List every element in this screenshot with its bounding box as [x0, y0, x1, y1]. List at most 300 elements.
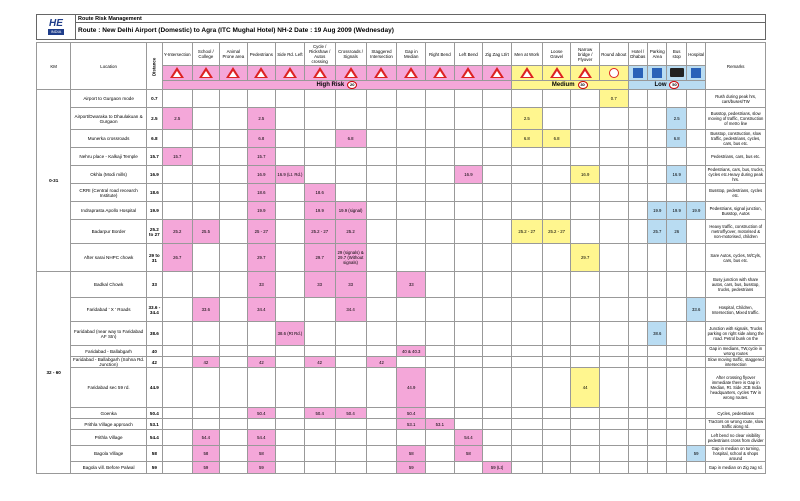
risk-table	[36, 42, 766, 474]
hazard-cell	[192, 202, 219, 220]
hazard-cell: 18.6	[247, 184, 276, 202]
hazard-header: Right Bend	[426, 43, 455, 66]
remarks-cell: Left bend no clear visibility pedestrians cross from divider	[706, 430, 766, 446]
hazard-cell	[454, 298, 483, 322]
high-risk-band-score: 20	[347, 81, 357, 89]
hazard-cell	[542, 419, 571, 430]
hazard-cell	[628, 244, 647, 272]
icon-cell	[686, 66, 705, 81]
hazard-cell: 58	[247, 446, 276, 462]
hazard-cell: 16.9	[247, 166, 276, 184]
hazard-cell: 44.9	[397, 368, 426, 408]
distance-cell: 53.1	[146, 419, 162, 430]
hazard-cell	[511, 90, 542, 108]
km-header: KM	[37, 43, 71, 90]
hazard-cell	[162, 430, 192, 446]
hazard-cell	[304, 346, 335, 357]
hazard-cell	[542, 462, 571, 474]
hazard-cell	[220, 357, 247, 368]
hazard-cell	[648, 408, 667, 419]
icon-cell	[648, 66, 667, 81]
hazard-cell	[628, 220, 647, 244]
icon-cell	[628, 66, 647, 81]
hazard-header: School / College	[192, 43, 219, 66]
hazard-cell: 38.6	[648, 322, 667, 346]
hazard-cell	[397, 298, 426, 322]
hazard-cell	[335, 419, 366, 430]
table-row	[37, 446, 766, 462]
hazard-cell	[276, 462, 305, 474]
location-cell: Bagola Village	[71, 446, 147, 462]
hazard-cell	[192, 90, 219, 108]
distance-cell: 15.7	[146, 148, 162, 166]
distance-cell: 50.4	[146, 408, 162, 419]
hazard-cell: 33	[304, 272, 335, 298]
hazard-cell	[426, 220, 455, 244]
hazard-cell	[220, 430, 247, 446]
hazard-cell	[571, 322, 600, 346]
icon-cell	[366, 66, 397, 81]
distance-cell: 38.6	[146, 322, 162, 346]
hazard-cell	[483, 244, 512, 272]
hazard-cell	[397, 130, 426, 148]
y-intersection-icon	[170, 67, 184, 78]
hazard-cell	[304, 419, 335, 430]
hazard-cell	[276, 90, 305, 108]
hazard-cell	[220, 322, 247, 346]
icon-cell	[571, 66, 600, 81]
hazard-cell	[542, 322, 571, 346]
hazard-cell	[686, 357, 705, 368]
hazard-header: Animal Prone area	[220, 43, 247, 66]
hazard-cell	[648, 108, 667, 130]
hazard-cell	[304, 322, 335, 346]
hazard-cell	[648, 130, 667, 148]
hazard-cell	[366, 244, 397, 272]
hazard-cell	[667, 419, 686, 430]
hazard-cell	[628, 298, 647, 322]
hazard-cell	[426, 90, 455, 108]
hazard-cell	[335, 368, 366, 408]
hazard-cell: 6.8	[542, 130, 571, 148]
hazard-cell	[571, 446, 600, 462]
hazard-cell	[454, 130, 483, 148]
hazard-cell	[628, 166, 647, 184]
hazard-cell	[454, 462, 483, 474]
hazard-cell	[511, 462, 542, 474]
hazard-cell	[542, 244, 571, 272]
hazard-cell	[542, 108, 571, 130]
hazard-cell	[162, 462, 192, 474]
hazard-cell	[686, 419, 705, 430]
hazard-cell: 6.8	[247, 130, 276, 148]
hazard-cell: 25.5	[192, 220, 219, 244]
side-road-left-icon	[283, 67, 297, 78]
hazard-cell	[599, 322, 628, 346]
hazard-cell	[276, 298, 305, 322]
hazard-cell	[454, 108, 483, 130]
hazard-cell	[599, 408, 628, 419]
hazard-cell	[483, 408, 512, 419]
route-title: Route : New Delhi Airport (Domestic) to Agra (ITC Mughal Hotel) NH-2 Date : 19 Aug 2009 (Wednesday)	[76, 23, 766, 40]
hazard-cell	[571, 108, 600, 130]
remarks-header: Remarks	[706, 43, 766, 90]
high-risk-band-label: High Risk	[316, 82, 345, 88]
hazard-cell	[454, 419, 483, 430]
hazard-cell	[628, 462, 647, 474]
location-cell: Faridabad sec 59 rd.	[71, 368, 147, 408]
distance-cell: 16.9	[146, 166, 162, 184]
hazard-cell	[686, 148, 705, 166]
hazard-cell	[397, 220, 426, 244]
hazard-cell	[628, 148, 647, 166]
hazard-cell	[648, 298, 667, 322]
hazard-header: Cycle / Rickshaw / Autos crossing	[304, 43, 335, 66]
hazard-cell	[220, 244, 247, 272]
hazard-cell	[426, 408, 455, 419]
hazard-cell: 19.9	[648, 202, 667, 220]
icon-cell	[220, 66, 247, 81]
hazard-cell	[335, 166, 366, 184]
hazard-cell	[276, 202, 305, 220]
hazard-cell	[542, 202, 571, 220]
hazard-cell	[628, 430, 647, 446]
hazard-cell: 50.4	[247, 408, 276, 419]
hazard-cell: 25.2	[162, 220, 192, 244]
hazard-cell	[686, 130, 705, 148]
location-cell: CRRI (Central road recearch Institute)	[71, 184, 147, 202]
hazard-cell	[571, 357, 600, 368]
hazard-cell: 15.7	[247, 148, 276, 166]
hazard-cell	[162, 298, 192, 322]
remarks-cell: Pedestrians, cars, bus etc.	[706, 148, 766, 166]
hazard-cell	[628, 202, 647, 220]
hazard-cell	[162, 419, 192, 430]
hazard-cell: 34.4	[335, 298, 366, 322]
hazard-header: Side Rd. Left	[276, 43, 305, 66]
hazard-cell	[220, 462, 247, 474]
hazard-cell	[628, 130, 647, 148]
hazard-header: Left Bend	[454, 43, 483, 66]
distance-cell: 59	[146, 462, 162, 474]
hazard-cell	[276, 130, 305, 148]
hazard-cell	[686, 244, 705, 272]
bus-icon	[670, 68, 684, 77]
hazard-cell	[571, 298, 600, 322]
hazard-cell	[276, 244, 305, 272]
hazard-cell	[599, 419, 628, 430]
hazard-cell	[511, 272, 542, 298]
hazard-cell	[667, 368, 686, 408]
loose-gravel-icon	[550, 67, 564, 78]
hazard-cell	[483, 357, 512, 368]
hazard-cell	[628, 184, 647, 202]
table-row	[37, 462, 766, 474]
hazard-cell	[192, 148, 219, 166]
column-header-row	[37, 43, 766, 66]
location-cell: Badkal Chowk	[71, 272, 147, 298]
hazard-cell: 2.5	[162, 108, 192, 130]
hazard-cell	[162, 130, 192, 148]
distance-cell: 33.6 - 34.4	[146, 298, 162, 322]
location-cell: Prithla Village	[71, 430, 147, 446]
hazard-cell	[511, 202, 542, 220]
hazard-cell: 50.4	[304, 408, 335, 419]
distance-cell: 19.9	[146, 202, 162, 220]
icon-cell	[667, 66, 686, 81]
remarks-cell: Junction with signals, Trucks parking on right side along the road. Petrol bunk on the	[706, 322, 766, 346]
hazard-cell	[648, 90, 667, 108]
hazard-cell: 15.7	[162, 148, 192, 166]
hazard-cell	[542, 446, 571, 462]
hazard-cell	[511, 184, 542, 202]
table-row	[37, 419, 766, 430]
hazard-cell	[648, 430, 667, 446]
hazard-cell	[366, 108, 397, 130]
hazard-cell	[366, 419, 397, 430]
men-at-work-icon	[520, 67, 534, 78]
low-risk-band	[628, 81, 706, 90]
hazard-cell: 25.2 - 27	[304, 220, 335, 244]
hazard-cell	[426, 346, 455, 357]
icon-cell	[162, 66, 192, 81]
hazard-cell	[571, 148, 600, 166]
hazard-header: Hotel / Dhabas	[628, 43, 647, 66]
hazard-cell: 29.7	[571, 244, 600, 272]
hazard-cell	[599, 148, 628, 166]
hazard-cell	[483, 322, 512, 346]
hazard-cell	[511, 419, 542, 430]
hazard-cell	[162, 272, 192, 298]
remarks-cell: Tractors on wrong route, slow traffic along rd.	[706, 419, 766, 430]
hazard-cell	[426, 430, 455, 446]
location-cell: Faridabad ' X ' Roads	[71, 298, 147, 322]
hazard-cell: 33	[335, 272, 366, 298]
location-cell: Faridabad - Ballabgarh	[71, 346, 147, 357]
table-row	[37, 244, 766, 272]
hazard-cell: 59	[247, 462, 276, 474]
hazard-cell: 58	[192, 446, 219, 462]
icon-cell	[483, 66, 512, 81]
hazard-cell	[276, 357, 305, 368]
remarks-cell: Pedestrians, signal junction, Busstop, Autos	[706, 202, 766, 220]
hazard-cell	[483, 368, 512, 408]
sheet-header	[36, 14, 766, 40]
distance-cell: 18.6	[146, 184, 162, 202]
icon-cell	[304, 66, 335, 81]
hazard-cell	[192, 368, 219, 408]
sheet-title: Route Risk Management	[76, 14, 766, 23]
zigzag-icon	[490, 67, 504, 78]
remarks-cell: Gap in medians, TW,cycle in wrong routes	[706, 346, 766, 357]
hazard-cell	[667, 346, 686, 357]
narrow-bridge-icon	[578, 67, 592, 78]
table-row	[37, 322, 766, 346]
hazard-cell	[648, 346, 667, 357]
hazard-cell	[220, 130, 247, 148]
hazard-cell	[686, 430, 705, 446]
hazard-header: Hospital	[686, 43, 705, 66]
hazard-header: Round about	[599, 43, 628, 66]
table-row	[37, 298, 766, 322]
hazard-cell	[599, 202, 628, 220]
hazard-cell	[335, 148, 366, 166]
hazard-cell	[366, 446, 397, 462]
hazard-cell	[454, 202, 483, 220]
risk-sheet	[36, 14, 766, 490]
hazard-cell	[599, 130, 628, 148]
hazard-cell	[571, 202, 600, 220]
table-row	[37, 220, 766, 244]
hazard-cell	[162, 357, 192, 368]
hazard-cell	[276, 368, 305, 408]
hazard-header: Loose Gravel	[542, 43, 571, 66]
animal-icon	[226, 67, 240, 78]
hazard-cell	[192, 184, 219, 202]
hazard-cell	[483, 166, 512, 184]
hazard-cell	[276, 220, 305, 244]
hazard-cell	[511, 357, 542, 368]
remarks-cell: Rush during peak hrs, cars/buses/TW	[706, 90, 766, 108]
hazard-cell	[483, 184, 512, 202]
logo-subtext: INDIA	[48, 29, 65, 35]
hazard-cell	[426, 272, 455, 298]
hazard-cell	[162, 368, 192, 408]
hazard-cell: 6.8	[511, 130, 542, 148]
hazard-cell	[483, 446, 512, 462]
hazard-cell: 59	[192, 462, 219, 474]
hazard-cell	[628, 108, 647, 130]
hazard-cell	[648, 244, 667, 272]
hazard-cell	[304, 446, 335, 462]
hazard-cell	[686, 166, 705, 184]
hazard-cell: 50.4	[335, 408, 366, 419]
remarks-cell: Gap in median on Zig zag rd.	[706, 462, 766, 474]
hazard-cell	[426, 184, 455, 202]
remarks-cell: Heavy traffic, construction of metro/flyover, motorised & non-motorised, children	[706, 220, 766, 244]
pedestrian-icon	[254, 67, 268, 78]
icon-cell	[511, 66, 542, 81]
hazard-cell	[426, 202, 455, 220]
hazard-cell	[304, 166, 335, 184]
hazard-cell	[366, 368, 397, 408]
hazard-cell	[220, 90, 247, 108]
hazard-cell	[220, 166, 247, 184]
hazard-cell	[366, 130, 397, 148]
hazard-cell	[648, 419, 667, 430]
hazard-cell: 25.2 - 27	[542, 220, 571, 244]
table-row	[37, 166, 766, 184]
hazard-cell	[628, 346, 647, 357]
hazard-cell: 59 (Lt)	[483, 462, 512, 474]
high-risk-band	[162, 81, 511, 90]
hazard-cell	[220, 220, 247, 244]
hazard-cell	[483, 108, 512, 130]
hazard-cell	[366, 202, 397, 220]
hazard-cell: 58	[454, 446, 483, 462]
hazard-cell	[667, 322, 686, 346]
hazard-cell	[483, 148, 512, 166]
icon-cell	[397, 66, 426, 81]
hazard-cell	[511, 430, 542, 446]
hazard-cell	[192, 408, 219, 419]
hazard-cell	[162, 166, 192, 184]
table-row	[37, 408, 766, 419]
hazard-cell	[366, 298, 397, 322]
hazard-cell	[599, 166, 628, 184]
hazard-cell	[276, 419, 305, 430]
hazard-cell	[511, 298, 542, 322]
hazard-cell: 54.4	[192, 430, 219, 446]
hazard-cell: 16.9	[667, 166, 686, 184]
hazard-cell	[304, 108, 335, 130]
hazard-cell	[304, 130, 335, 148]
hazard-cell	[220, 184, 247, 202]
hazard-cell	[628, 419, 647, 430]
icon-cell	[276, 66, 305, 81]
hazard-cell	[454, 272, 483, 298]
hazard-header: Parking Area	[648, 43, 667, 66]
hazard-cell	[454, 368, 483, 408]
hazard-cell	[335, 184, 366, 202]
table-row	[37, 272, 766, 298]
hazard-cell	[542, 357, 571, 368]
hazard-cell	[192, 419, 219, 430]
hazard-cell: 6.8	[335, 130, 366, 148]
hazard-cell	[628, 446, 647, 462]
hazard-cell	[667, 148, 686, 166]
hazard-cell	[426, 130, 455, 148]
right-bend-icon	[433, 67, 447, 78]
hazard-cell	[667, 90, 686, 108]
remarks-cell: Gap in median on turning, hospital, school & shops around	[706, 446, 766, 462]
hazard-cell	[454, 220, 483, 244]
crossroads-icon	[344, 67, 358, 78]
hazard-cell: 25 - 27	[247, 220, 276, 244]
left-bend-icon	[461, 67, 475, 78]
hazard-cell	[366, 430, 397, 446]
hazard-cell	[220, 202, 247, 220]
hazard-cell	[599, 184, 628, 202]
hazard-cell: 0.7	[599, 90, 628, 108]
hazard-cell	[511, 368, 542, 408]
hazard-cell	[304, 368, 335, 408]
hazard-cell	[667, 184, 686, 202]
hazard-cell	[542, 298, 571, 322]
remarks-cell: After crossing flyover immediate there is Gap in Median, Rt. Side JCB India headquarters, cycles TW in wrong routes.	[706, 368, 766, 408]
hazard-cell	[648, 446, 667, 462]
hazard-cell	[483, 430, 512, 446]
hazard-cell: 29.7	[247, 244, 276, 272]
location-cell: Badarpur Border	[71, 220, 147, 244]
hazard-cell	[686, 462, 705, 474]
location-header: Location	[71, 43, 147, 90]
hazard-cell: 44	[571, 368, 600, 408]
hazard-cell	[304, 462, 335, 474]
hazard-cell	[276, 272, 305, 298]
hazard-cell	[686, 368, 705, 408]
hazard-cell	[220, 446, 247, 462]
table-row	[37, 368, 766, 408]
hazard-cell: 33.6	[686, 298, 705, 322]
hazard-cell	[542, 272, 571, 298]
hazard-cell	[628, 322, 647, 346]
hazard-cell	[454, 90, 483, 108]
hazard-cell	[335, 322, 366, 346]
remarks-cell: Busstop, construction, slow traffic, pedestrians, cycles, cars, bus etc.	[706, 130, 766, 148]
hazard-cell	[335, 90, 366, 108]
hazard-cell	[483, 90, 512, 108]
